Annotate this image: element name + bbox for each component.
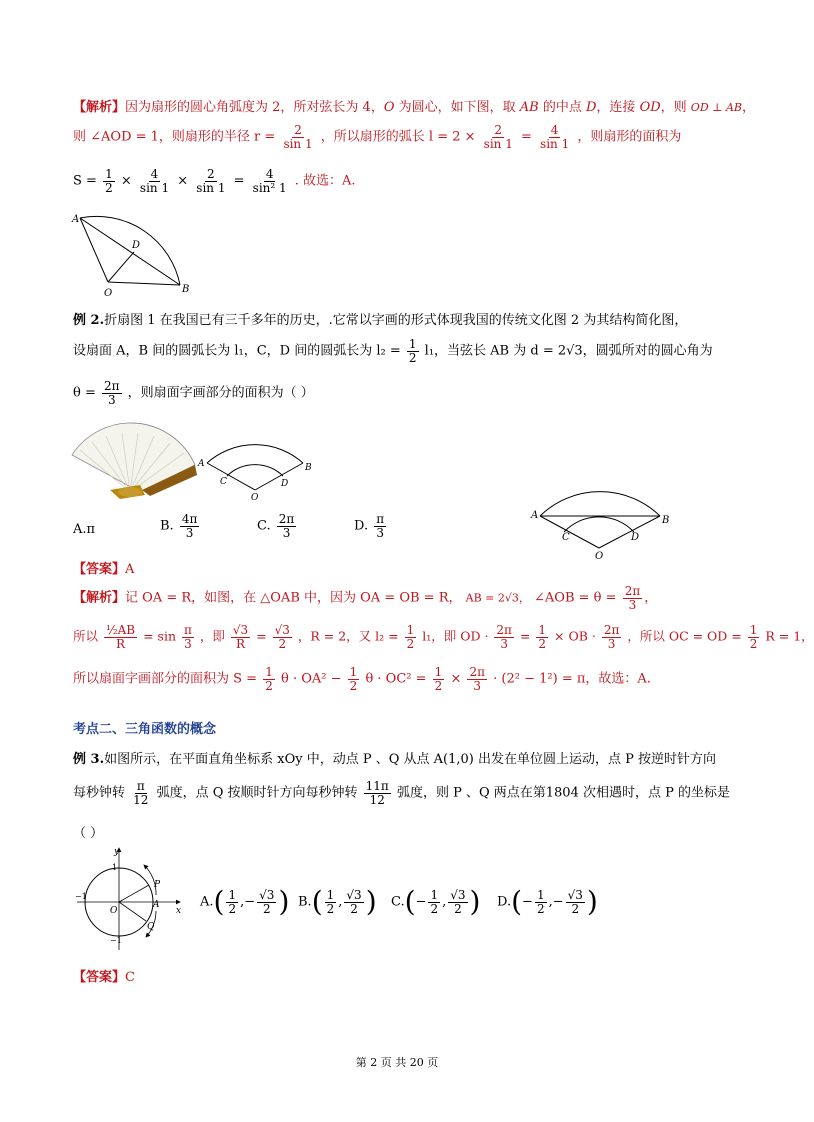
option-a[interactable]: A.π: [73, 522, 96, 537]
option-b[interactable]: B. $\frac{4\pi}{3}$: [160, 512, 198, 540]
option-c[interactable]: C. $\frac{2\pi}{3}$: [257, 512, 295, 540]
option3-a[interactable]: A.( $\frac{1}{2}$ ,− $\frac{√3}{2}$ ): [200, 885, 290, 918]
option3-d[interactable]: D.(− $\frac{1}{2}$ ,− $\frac{√3}{2}$ ): [497, 885, 598, 918]
solution1-line3: S = $\frac{1}{2}$ × $\frac{4}{\sin 1}$ × $\frac{2}{\sin 1}$ = $\frac{4}{\text{sin² 1}}$ . 故选：A.: [73, 167, 356, 195]
svg-text:B: B: [662, 515, 670, 526]
example3-line3: （ ）: [73, 826, 104, 841]
solution2-line3: 所以扇面字画部分的面积为 S = $\frac{1}{2}$ θ · OA² − $\frac{1}{2}$ θ · OC² = $\frac{1}{2}$ × $\frac{2\pi}{3}$ · (2² − 1²) = π，故选：A.: [73, 665, 651, 693]
page-number: 第 2 页 共 20 页: [355, 1056, 439, 1069]
svg-text:P: P: [154, 880, 161, 890]
section-heading: 考点二、三角函数的概念: [73, 722, 217, 737]
svg-text:A: A: [153, 900, 160, 910]
fraction: $\frac{2}{\sin 1}$: [483, 123, 513, 151]
solution-label: 【解析】: [73, 100, 126, 115]
sector-figure-1: [70, 210, 195, 300]
option-d[interactable]: D. $\frac{\pi}{3}$: [354, 512, 385, 540]
svg-text:D: D: [281, 479, 289, 489]
example2-line1: 例 2.折扇图 1 在我国已有三千多年的历史，.它常以字画的形式体现我国的传统文化图 2 为其结构简化图，: [73, 313, 688, 328]
solution1-line1: 【解析】因为扇形的圆心角弧度为 2，所对弦长为 4，O 为圆心，如下图，取 AB 的中点 D，连接 OD，则 OD ⊥ AB，: [73, 100, 756, 115]
point-label-d: D: [132, 240, 141, 251]
svg-text:D: D: [631, 532, 640, 543]
svg-text:A: A: [198, 459, 205, 469]
svg-text:y: y: [114, 847, 120, 857]
fan-structure-figure-large: [528, 472, 673, 562]
svg-text:1: 1: [112, 863, 118, 872]
svg-text:O: O: [251, 493, 259, 503]
point-label-a: A: [72, 214, 80, 225]
svg-text:Q: Q: [147, 922, 155, 932]
example3-line2: 每秒钟转 $\frac{\pi}{12}$ 弧度，点 Q 按顺时针方向每秒钟转 $\frac{11\pi}{12}$ 弧度，则 P 、Q 两点在第1804 次相遇时，点 P 的坐标是: [73, 779, 730, 807]
svg-text:O: O: [110, 906, 118, 916]
point-label-o: O: [104, 288, 113, 299]
svg-text:−1: −1: [110, 936, 122, 945]
example3-line1: 例 3.如图所示，在平面直角坐标系 xOy 中，动点 P 、Q 从点 A(1,0) 出发在单位圆上运动，点 P 按逆时针方向: [73, 752, 716, 767]
fan-structure-figure-2: [195, 430, 320, 505]
answer-line-3: 【答案】C: [73, 970, 135, 985]
point-label-b: B: [182, 284, 190, 295]
solution2-line2: 所以 $\frac{\text{½AB}}{R}$ = sin $\frac{\pi}{3}$ ，即 $\frac{√3}{R}$ = $\frac{√3}{2}$ ，R = 2，又 l₂ = $\frac{1}{2}$ l₁，即 OD · $\frac{2\pi}{3}$ = $\frac{1}{2}$ × OB · $\frac{2\pi}{3}$ ，所以 OC = OD = $\frac{1}{2}$ R = 1，: [73, 623, 814, 651]
answer-line: 【答案】A: [73, 562, 135, 577]
fraction: $\frac{2}{\sin 1}$: [283, 123, 313, 151]
unit-circle-figure: [72, 845, 187, 955]
solution2-line1: 【解析】记 OA = R，如图，在 △OAB 中，因为 OA = OB = R， AB = 2√3， ∠AOB = θ = $\frac{2\pi}{3}$ ，: [73, 584, 658, 612]
svg-text:O: O: [595, 551, 604, 562]
svg-text:B: B: [305, 463, 312, 473]
fraction: $\frac{4}{\sin 1}$: [540, 123, 570, 151]
solution1-line2: 则 ∠AOD = 1，则扇形的半径 r = $\frac{2}{\sin 1}$ ，所以扇形的弧长 l = 2 × $\frac{2}{\sin 1}$ = $\frac{4}{\sin 1}$ ，则扇形的面积为: [73, 123, 682, 151]
svg-text:C: C: [562, 532, 570, 543]
svg-text:−1: −1: [75, 892, 87, 901]
svg-text:x: x: [176, 906, 182, 916]
svg-text:C: C: [220, 477, 227, 487]
example2-line2: 设扇面 A，B 间的圆弧长为 l₁，C，D 间的圆弧长为 l₂ = $\frac{1}{2}$ l₁，当弦长 AB 为 d = 2√3，圆弧所对的圆心角为: [73, 337, 713, 365]
folding-fan-image: [70, 430, 200, 500]
example2-line3: θ = $\frac{2\pi}{3}$ ，则扇面字画部分的面积为（ ）: [73, 379, 314, 407]
option3-c[interactable]: C.(− $\frac{1}{2}$ , $\frac{√3}{2}$ ): [391, 885, 481, 918]
option3-b[interactable]: B.( $\frac{1}{2}$ , $\frac{√3}{2}$ ): [298, 885, 377, 918]
svg-text:A: A: [531, 510, 539, 521]
